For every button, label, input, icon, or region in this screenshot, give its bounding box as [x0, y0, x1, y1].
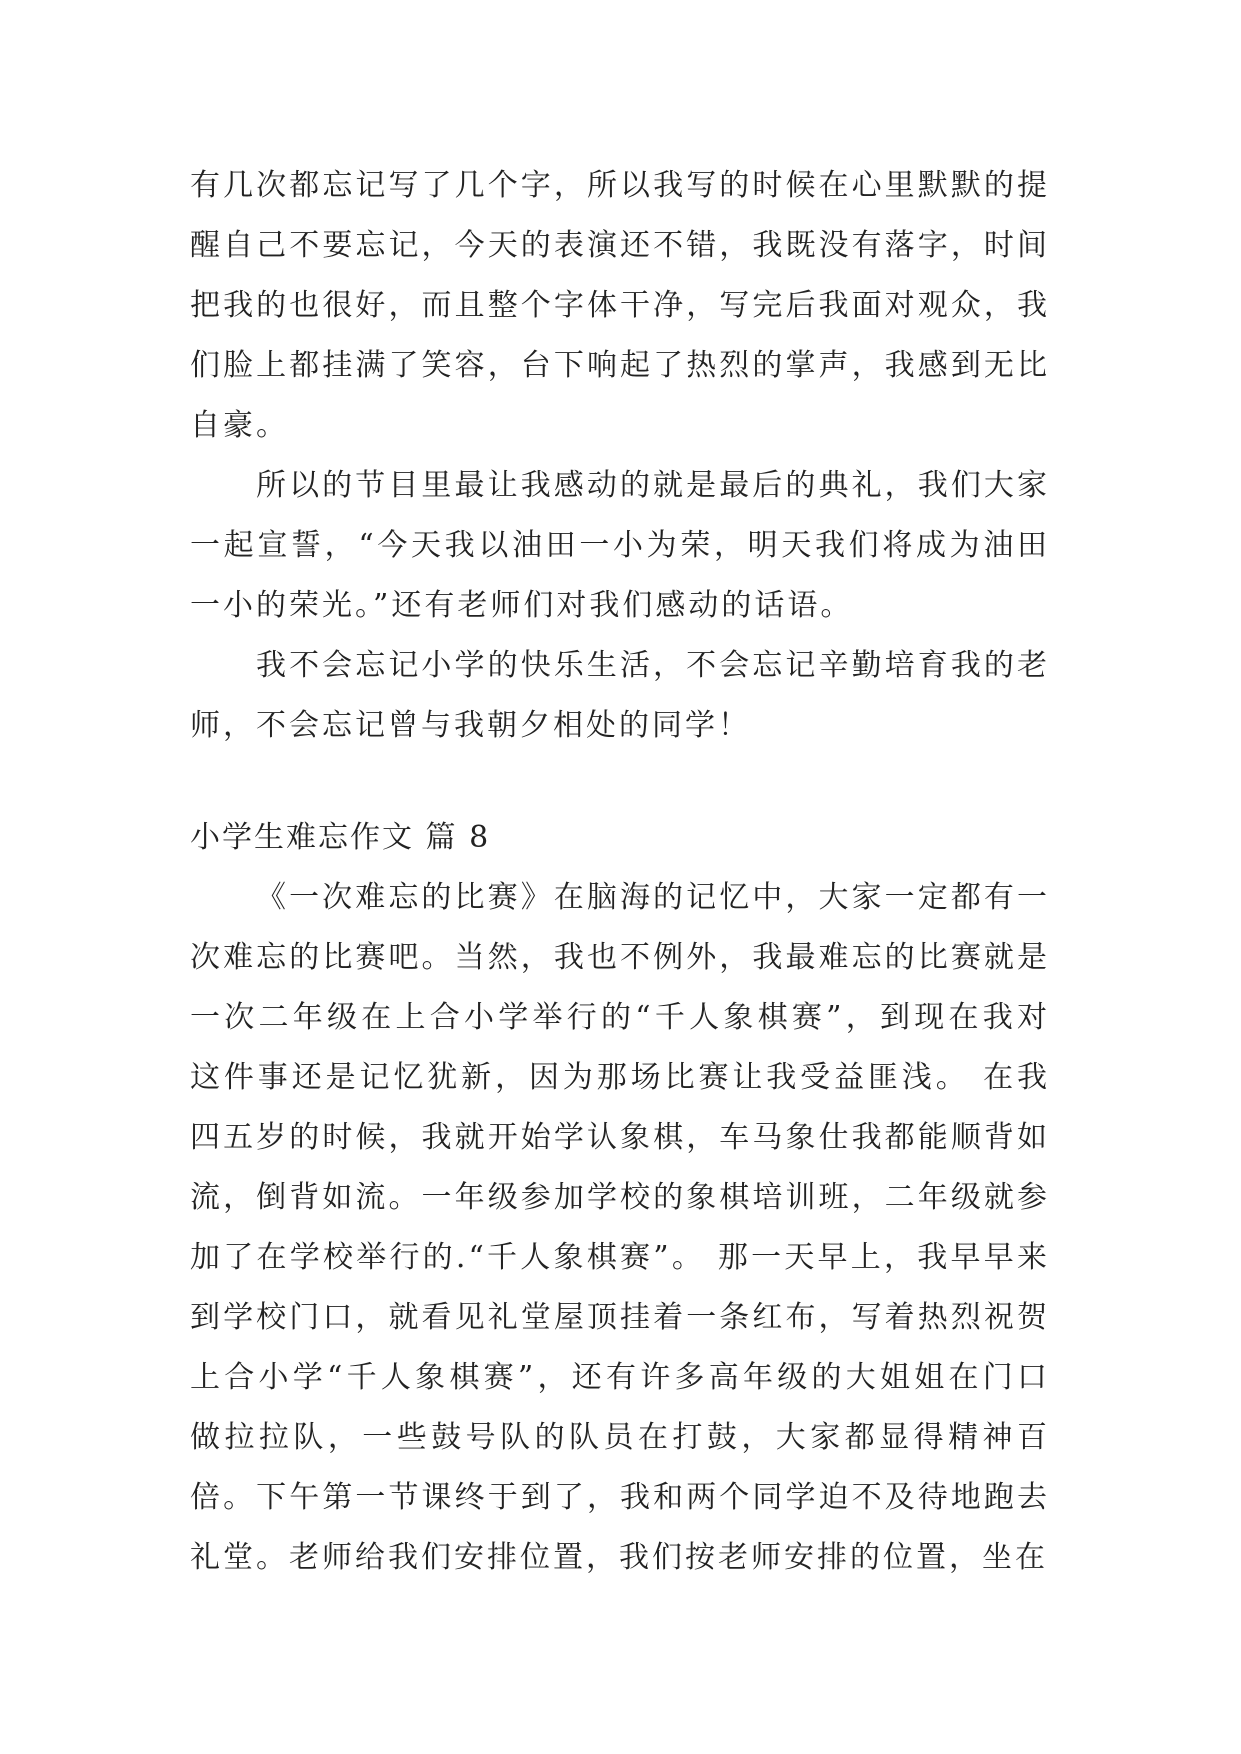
paragraph-ceremony: 所以的节目里最让我感动的就是最后的典礼，我们大家一起宣誓，“今天我以油田一小为荣，明天我们将成为油田一小的荣光。”还有老师们对我们感动的话语。: [190, 468, 1050, 623]
paragraph-chess-competition: 《一次难忘的比赛》在脑海的记忆中，大家一定都有一次难忘的比赛吧。当然，我也不例外，我最难忘的比赛就是一次二年级在上合小学举行的“千人象棋赛”，到现在我对这件事还是记忆犹新，因为那场比赛让我受益匪浅。 在我四五岁的时候，我就开始学认象棋，车马象仕我都能顺背如流，倒背如流。一年级参加学校的象棋培训班，二年级就参加了在学校举行的.“千人象棋赛”。 那一天早上，我早早来到学校门口，就看见礼堂屋顶挂着一条红布，写着热烈祝贺上合小学“千人象棋赛”，还有许多高年级的大姐姐在门口做拉拉队，一些鼓号队的队员在打鼓，大家都显得精神百倍。下午第一节课终于到了，我和两个同学迫不及待地跑去礼堂。老师给我们安排位置，我们按老师安排的位置，坐在: [190, 880, 1050, 1575]
paragraph-closing: 我不会忘记小学的快乐生活，不会忘记辛勤培育我的老师，不会忘记曾与我朝夕相处的同学！: [190, 648, 1050, 743]
section-heading: 小学生难忘作文 篇 8: [190, 820, 491, 855]
paragraph-continuation: 有几次都忘记写了几个字，所以我写的时候在心里默默的提醒自己不要忘记，今天的表演还不错，我既没有落字，时间把我的也很好，而且整个字体干净，写完后我面对观众，我们脸上都挂满了笑容，台下响起了热烈的掌声，我感到无比自豪。: [190, 168, 1050, 443]
